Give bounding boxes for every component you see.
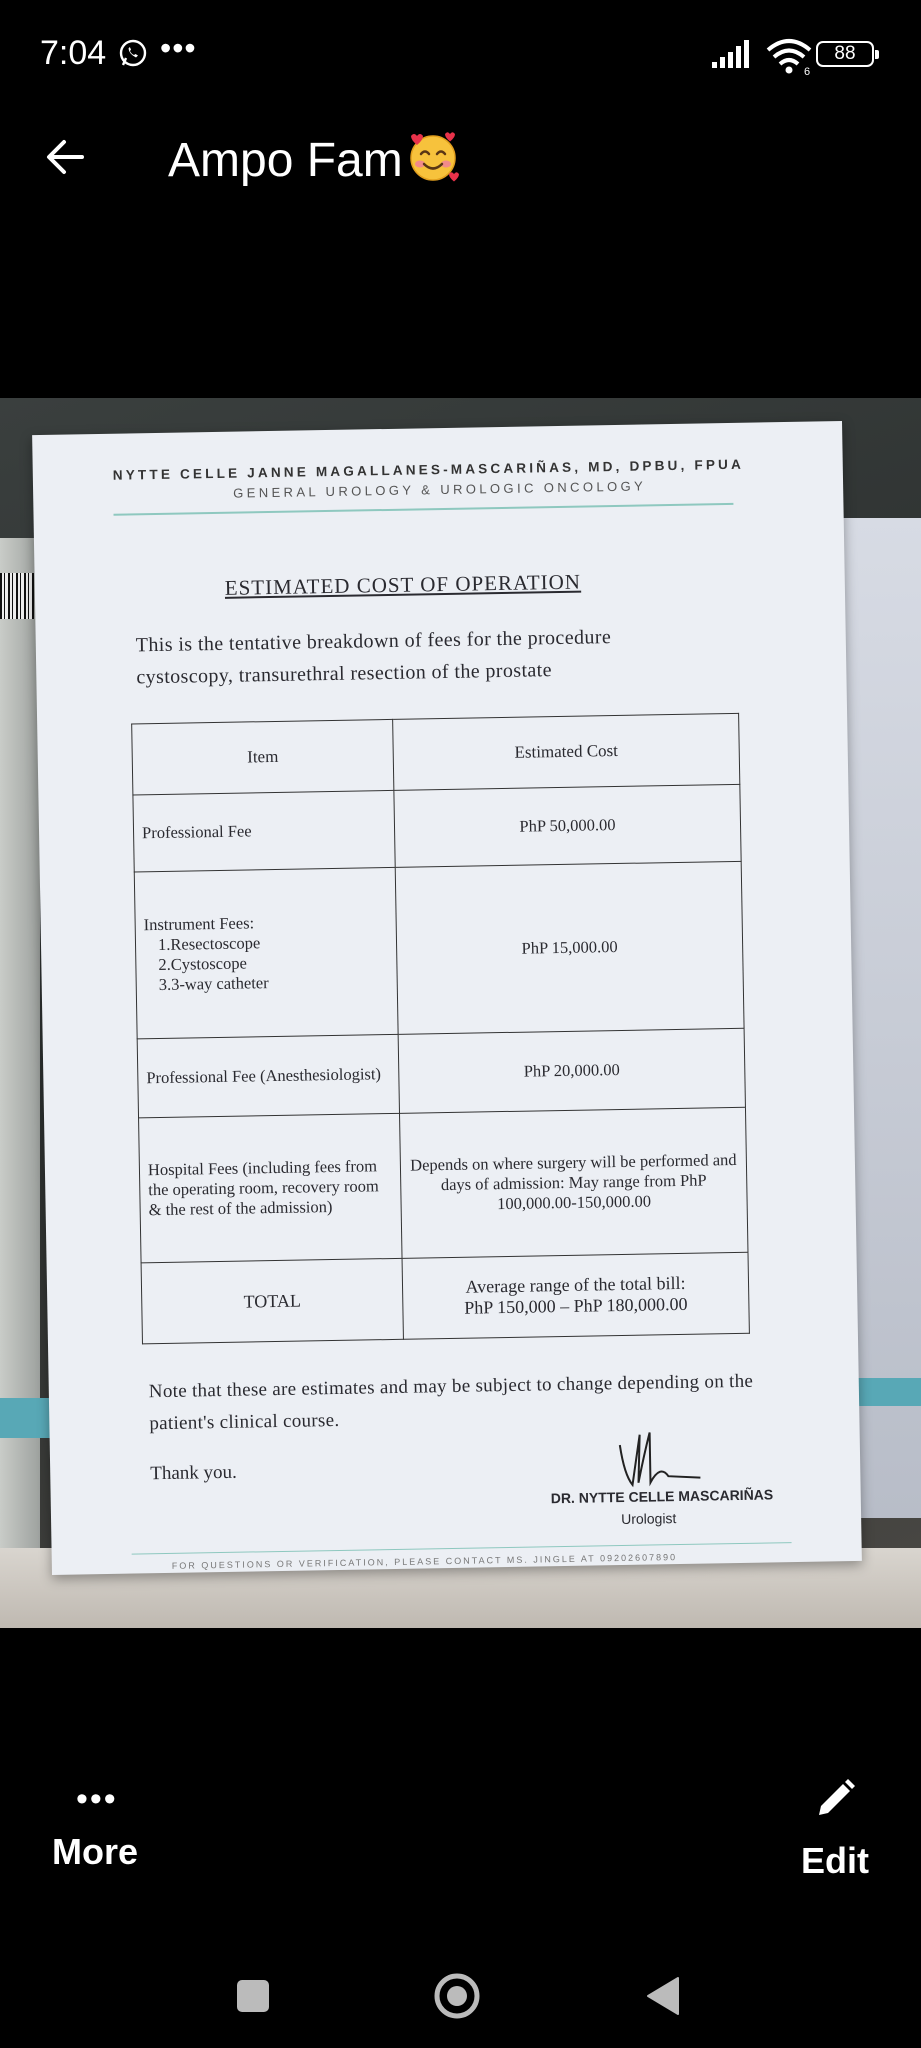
instrument-item: 1.Resectoscope <box>157 933 261 955</box>
total-cost <box>402 1252 749 1339</box>
table-total-row <box>141 1252 749 1344</box>
instrument-list <box>144 931 389 995</box>
home-circle-icon[interactable] <box>433 1972 481 2020</box>
more-dots-icon: ••• <box>76 1780 118 1818</box>
recents-square-icon[interactable] <box>237 1980 269 2012</box>
more-button[interactable] <box>52 1780 162 1873</box>
total-line: PhP 150,000 – PhP 180,000.00 <box>464 1293 688 1318</box>
pencil-icon <box>811 1775 859 1823</box>
back-triangle-icon[interactable] <box>644 1976 680 2016</box>
notification-dots: ••• <box>160 30 197 66</box>
instrument-item: 2.Cystoscope <box>158 953 247 975</box>
system-nav-bar <box>0 1950 921 2048</box>
instrument-fees-label: Instrument Fees: <box>143 913 255 935</box>
signature <box>609 1423 710 1495</box>
table-cell-cost: PhP 50,000.00 <box>394 784 741 867</box>
table-cell-item: Professional Fee (Anesthesiologist) <box>137 1034 399 1118</box>
cost-table <box>131 713 750 1345</box>
table-row <box>134 861 744 1039</box>
document-title: ESTIMATED COST OF OPERATION <box>224 569 582 600</box>
battery-indicator: 88 <box>816 41 874 67</box>
edit-button[interactable] <box>785 1775 885 1882</box>
barcode-sticker <box>0 573 34 619</box>
document-intro <box>136 619 737 693</box>
table-cell-item <box>134 867 398 1039</box>
table-row <box>139 1107 748 1263</box>
signatory-name: DR. NYTTE CELLE MASCARIÑAS <box>550 1486 774 1507</box>
footer-divider <box>132 1542 792 1555</box>
table-row <box>133 784 741 872</box>
column-header-item: Item <box>132 719 394 795</box>
estimate-note: Note that these are estimates and may be subject to change depending on the patient's clinical course. <box>148 1370 754 1435</box>
smiling-face-with-hearts-icon <box>405 128 461 184</box>
letterhead-name: NYTTE CELLE JANNE MAGALLANES-MASCARIÑAS, MD, DPBU, FPUA <box>112 456 745 483</box>
thanks-text: Thank you. <box>150 1461 237 1485</box>
back-arrow-icon[interactable] <box>42 134 88 180</box>
table-cell-item: Hospital Fees (including fees from the operating room, recovery room & the rest of the admission) <box>139 1113 402 1263</box>
intro-line: This is the tentative breakdown of fees for the procedure <box>135 626 612 657</box>
table-header-row <box>132 713 740 795</box>
total-line: Average range of the total bill: <box>465 1272 686 1297</box>
more-label: More <box>52 1831 139 1872</box>
status-bar <box>0 0 921 110</box>
table-row <box>137 1028 745 1118</box>
table-cell-cost: PhP 20,000.00 <box>398 1028 745 1113</box>
background-object <box>0 538 40 1598</box>
document-footer: FOR QUESTIONS OR VERIFICATION, PLEASE CONTACT MS. JINGLE AT 09202607890 <box>171 1552 678 1571</box>
chat-title <box>168 128 461 188</box>
signal-icon <box>710 38 758 70</box>
photo-viewer[interactable] <box>0 398 921 1628</box>
whatsapp-icon <box>118 38 148 68</box>
cost-estimate-document <box>32 421 862 1575</box>
instrument-item: 3.3-way catheter <box>158 973 269 995</box>
wifi-icon <box>764 36 814 76</box>
table-cell-cost: Depends on where surgery will be performed and days of admission: May range from PhP 100,000.00-150,000.00 <box>400 1107 748 1258</box>
edit-label: Edit <box>801 1840 869 1881</box>
intro-line: cystoscopy, transurethral resection of the prostate <box>136 659 553 689</box>
chat-title-text: Ampo Fam <box>168 134 403 187</box>
letterhead-divider <box>113 503 733 516</box>
table-cell-cost: PhP 15,000.00 <box>395 861 744 1034</box>
signatory-title: Urologist <box>620 1510 677 1528</box>
top-bar <box>0 110 921 210</box>
total-label: TOTAL <box>141 1258 403 1344</box>
table-cell-item: Professional Fee <box>133 790 395 872</box>
svg-text:6: 6 <box>804 66 811 76</box>
letterhead-specialty: GENERAL UROLOGY & UROLOGIC ONCOLOGY <box>233 478 647 501</box>
status-time: 7:04 <box>40 34 107 72</box>
column-header-cost: Estimated Cost <box>393 713 740 790</box>
